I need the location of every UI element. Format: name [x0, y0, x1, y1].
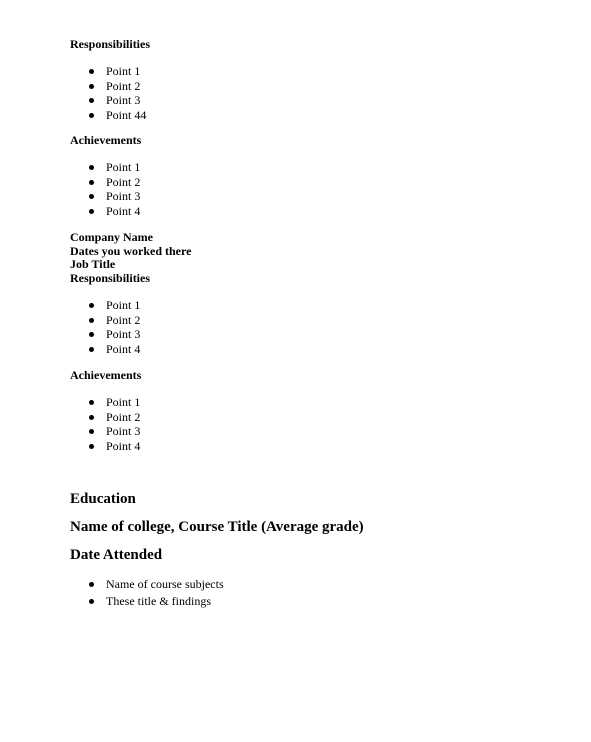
job-title: Job Title — [70, 257, 116, 271]
responsibilities-list — [70, 64, 146, 123]
list-item: Name of course subjects — [70, 576, 224, 593]
date-attended: Date Attended — [70, 547, 163, 563]
list-item: Point 2 — [70, 410, 140, 425]
company-name: Company Name — [70, 230, 153, 244]
list-item: Point 3 — [70, 189, 140, 204]
list-item: Point 1 — [70, 160, 140, 175]
employment-dates: Dates you worked there — [70, 244, 192, 258]
list-item: These title & findings — [70, 593, 224, 610]
responsibilities-heading: Responsibilities — [70, 271, 151, 285]
list-item: Point 2 — [70, 79, 146, 94]
list-item: Point 2 — [70, 313, 140, 328]
achievements-list — [70, 160, 140, 219]
list-item: Point 4 — [70, 439, 140, 454]
list-item: Point 1 — [70, 64, 146, 79]
list-item: Point 3 — [70, 93, 146, 108]
list-item: Point 44 — [70, 108, 146, 123]
list-item: Point 1 — [70, 298, 140, 313]
achievements-list — [70, 395, 140, 454]
list-item: Point 1 — [70, 395, 140, 410]
responsibilities-list — [70, 298, 140, 357]
list-item: Point 4 — [70, 342, 140, 357]
education-heading: Education — [70, 491, 136, 507]
list-item: Point 3 — [70, 327, 140, 342]
responsibilities-heading: Responsibilities — [70, 37, 151, 51]
list-item: Point 2 — [70, 175, 140, 190]
achievements-heading: Achievements — [70, 368, 142, 382]
achievements-heading: Achievements — [70, 133, 142, 147]
education-list — [70, 576, 224, 610]
list-item: Point 4 — [70, 204, 140, 219]
college-course: Name of college, Course Title (Average grade) — [70, 519, 364, 535]
list-item: Point 3 — [70, 424, 140, 439]
